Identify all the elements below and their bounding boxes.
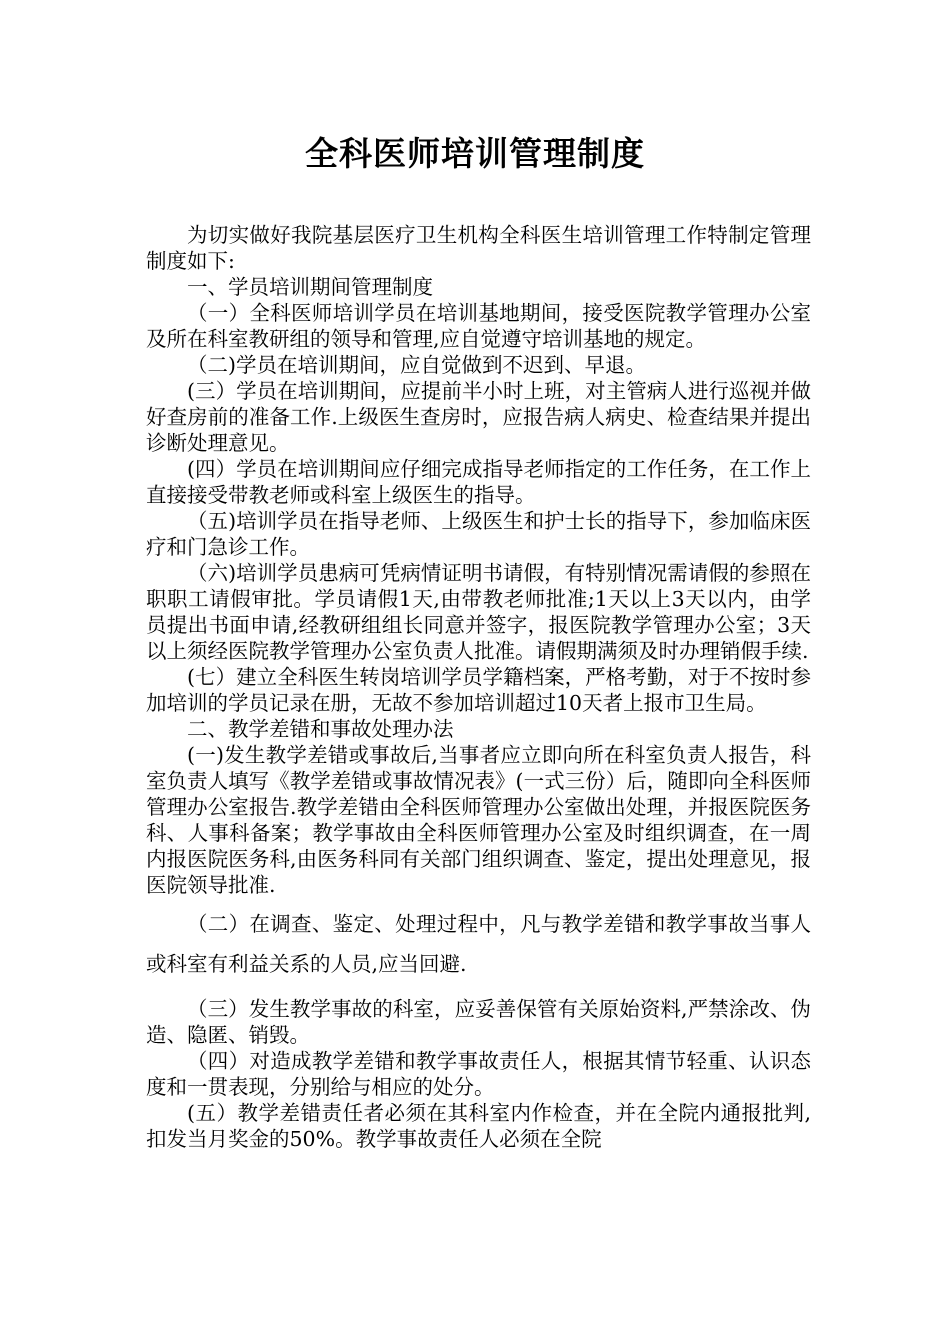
section-heading-1: 一、学员培训期间管理制度 [187,275,433,299]
paragraph: （三）发生教学事故的科室，应妥善保管有关原始资料,严禁涂改、伪造、隐匿、销毁。 [146,997,811,1047]
paragraph: （二）在调查、鉴定、处理过程中，凡与教学差错和教学事故当事人或科室有利益关系的人员,应当回避. [146,912,811,976]
paragraph: （六)培训学员患病可凭病情证明书请假，有特别情况需请假的参照在职职工请假审批。学员请假1天,由带教老师批准;1天以上3天以内，由学员提出书面申请,经教研组组长同意并签字，报医院教学管理办公室；3天以上须经医院教学管理办公室负责人批准。请假期满须及时办理销假手续. [146,561,811,663]
intro-paragraph: 为切实做好我院基层医疗卫生机构全科医生培训管理工作特制定管理制度如下: [146,223,811,273]
document-title: 全科医师培训管理制度 [305,134,645,173]
document-body [146,222,811,1152]
paragraph: （四）对造成教学差错和教学事故责任人，根据其情节轻重、认识态度和一贯表现，分别给与相应的处分。 [146,1049,811,1099]
paragraph: (一)发生教学差错或事故后,当事者应立即向所在科室负责人报告，科室负责人填写《教学差错或事故情况表》(一式三份）后，随即向全科医师管理办公室报告.教学差错由全科医师管理办公室做出处理，并报医院医务科、人事科备案；教学事故由全科医师管理办公室及时组织调查，在一周内报医院医务科,由医务科同有关部门组织调查、鉴定，提出处理意见，报医院领导批准. [146,743,811,897]
paragraph: (四）学员在培训期间应仔细完成指导老师指定的工作任务，在工作上直接接受带教老师或科室上级医生的指导。 [146,457,811,507]
paragraph: （一）全科医师培训学员在培训基地期间，接受医院教学管理办公室及所在科室教研组的领导和管理,应自觉遵守培训基地的规定。 [146,301,811,351]
paragraph: （五)培训学员在指导老师、上级医生和护士长的指导下，参加临床医疗和门急诊工作。 [146,509,811,559]
paragraph: (五）教学差错责任者必须在其科室内作检查，并在全院内通报批判,扣发当月奖金的50%。教学事故责任人必须在全院 [146,1101,811,1151]
section-heading-2: 二、教学差错和事故处理办法 [187,717,454,741]
paragraph: (七）建立全科医生转岗培训学员学籍档案，严格考勤，对于不按时参加培训的学员记录在册，无故不参加培训超过10天者上报市卫生局。 [146,665,811,715]
paragraph: (三）学员在培训期间，应提前半小时上班，对主管病人进行巡视并做好查房前的准备工作.上级医生查房时，应报告病人病史、检查结果并提出诊断处理意见。 [146,379,811,455]
paragraph: （二)学员在培训期间，应自觉做到不迟到、早退。 [187,353,646,377]
